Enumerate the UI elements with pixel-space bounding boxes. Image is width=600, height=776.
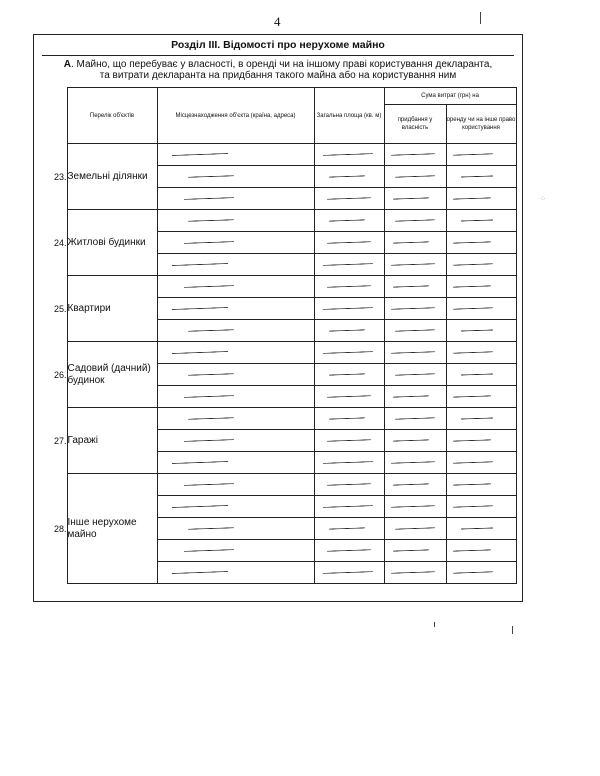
title-divider (42, 55, 514, 56)
section-frame (33, 34, 523, 602)
empty-cell (314, 562, 384, 584)
dash-mark (452, 263, 492, 265)
empty-cell (314, 364, 384, 386)
dash-mark (171, 571, 227, 574)
empty-cell (384, 276, 446, 298)
dash-mark (328, 219, 364, 221)
dash-mark (392, 241, 428, 243)
dash-mark (183, 549, 233, 552)
empty-cell (157, 298, 314, 320)
empty-cell (157, 408, 314, 430)
empty-cell (384, 364, 446, 386)
dash-mark (460, 175, 492, 177)
empty-cell (157, 144, 314, 166)
section-title: Розділ ІІІ. Відомості про нерухоме майно (171, 39, 385, 51)
dash-mark (326, 549, 370, 552)
empty-cell (157, 232, 314, 254)
dash-mark (328, 527, 364, 529)
dash-mark (328, 417, 364, 419)
empty-cell (446, 408, 516, 430)
dash-mark (171, 263, 227, 266)
dash-mark (394, 373, 434, 375)
empty-cell (157, 474, 314, 496)
empty-cell (384, 144, 446, 166)
dash-mark (171, 461, 227, 464)
empty-cell (384, 342, 446, 364)
empty-cell (157, 562, 314, 584)
header-corner (42, 88, 67, 105)
category-label: Земельні ділянки (67, 144, 157, 210)
dash-mark (460, 329, 492, 331)
scan-mark (512, 626, 513, 634)
empty-cell (446, 298, 516, 320)
dash-mark (390, 153, 434, 156)
empty-cell (384, 540, 446, 562)
category-label: Садовий (дачний) будинок (67, 342, 157, 408)
dash-mark (326, 241, 370, 244)
empty-cell (446, 496, 516, 518)
table-row (42, 408, 516, 430)
category-number: 27. (42, 408, 67, 474)
dash-mark (183, 395, 233, 398)
empty-cell (157, 518, 314, 540)
empty-cell (314, 254, 384, 276)
empty-cell (157, 452, 314, 474)
empty-cell (314, 166, 384, 188)
header-object-list: Перелік об'єктів (67, 88, 157, 144)
empty-cell (314, 342, 384, 364)
dash-mark (460, 527, 492, 529)
dash-mark (326, 439, 370, 442)
dash-mark (460, 373, 492, 375)
dash-mark (328, 373, 364, 375)
empty-cell (314, 496, 384, 518)
dash-mark (452, 197, 490, 199)
header-purchase: придбання у власність (384, 105, 446, 144)
scan-mark (480, 12, 481, 24)
dash-mark (452, 395, 490, 397)
empty-cell (157, 166, 314, 188)
category-number: 23. (42, 144, 67, 210)
dash-mark (460, 219, 492, 221)
dash-mark (187, 417, 233, 420)
dash-mark (171, 307, 227, 310)
dash-mark (390, 461, 434, 464)
dash-mark (187, 373, 233, 376)
empty-cell (314, 430, 384, 452)
empty-cell (446, 254, 516, 276)
empty-cell (314, 474, 384, 496)
empty-cell (446, 386, 516, 408)
real-estate-table (42, 87, 517, 584)
empty-cell (157, 430, 314, 452)
empty-cell (446, 166, 516, 188)
section-subtitle (44, 59, 512, 81)
dash-mark (326, 197, 370, 200)
empty-cell (314, 298, 384, 320)
dash-mark (394, 175, 434, 177)
subtitle-line-1: . Майно, що перебуває у власності, в оренді чи на іншому праві користування декларанта, (71, 59, 493, 70)
header-location: Місцезнаходження об'єкта (країна, адреса) (157, 88, 314, 144)
dash-mark (452, 351, 492, 353)
empty-cell (384, 452, 446, 474)
empty-cell (446, 562, 516, 584)
dash-mark (171, 153, 227, 156)
empty-cell (446, 144, 516, 166)
empty-cell (157, 210, 314, 232)
category-number: 28. (42, 474, 67, 584)
category-label: Житлові будинки (67, 210, 157, 276)
dash-mark (322, 351, 372, 354)
empty-cell (446, 430, 516, 452)
header-corner-lower (42, 105, 67, 144)
dash-mark (322, 461, 372, 464)
empty-cell (384, 496, 446, 518)
empty-cell (157, 276, 314, 298)
dash-mark (322, 571, 372, 574)
dash-mark (322, 307, 372, 310)
dash-mark (390, 263, 434, 266)
dash-mark (452, 439, 490, 441)
empty-cell (314, 320, 384, 342)
category-label: Інше нерухоме майно (67, 474, 157, 584)
dash-mark (390, 307, 434, 310)
dash-mark (326, 285, 370, 288)
empty-cell (314, 518, 384, 540)
header-area: Загальна площа (кв. м) (314, 88, 384, 144)
empty-cell (314, 408, 384, 430)
page-number: 4 (274, 14, 281, 29)
dash-mark (322, 505, 372, 508)
empty-cell (314, 386, 384, 408)
empty-cell (446, 210, 516, 232)
scan-speck: ·:· (540, 196, 546, 202)
empty-cell (384, 474, 446, 496)
dash-mark (322, 153, 372, 156)
dash-mark (328, 175, 364, 177)
empty-cell (384, 320, 446, 342)
dash-mark (183, 285, 233, 288)
dash-mark (394, 527, 434, 529)
empty-cell (314, 210, 384, 232)
dash-mark (452, 549, 490, 551)
empty-cell (384, 408, 446, 430)
dash-mark (392, 197, 428, 199)
empty-cell (384, 232, 446, 254)
empty-cell (384, 386, 446, 408)
empty-cell (446, 518, 516, 540)
dash-mark (187, 329, 233, 332)
dash-mark (394, 219, 434, 221)
dash-mark (394, 417, 434, 419)
empty-cell (157, 320, 314, 342)
dash-mark (328, 329, 364, 331)
empty-cell (384, 562, 446, 584)
empty-cell (446, 320, 516, 342)
empty-cell (446, 188, 516, 210)
category-number: 24. (42, 210, 67, 276)
empty-cell (157, 386, 314, 408)
dash-mark (171, 505, 227, 508)
empty-cell (314, 232, 384, 254)
dash-mark (392, 285, 428, 287)
table-row (42, 276, 516, 298)
dash-mark (452, 285, 490, 287)
empty-cell (157, 342, 314, 364)
table-row (42, 474, 516, 496)
dash-mark (390, 351, 434, 354)
empty-cell (384, 188, 446, 210)
header-expenses-group: Сума витрат (грн) на (384, 88, 516, 105)
dash-mark (392, 483, 428, 485)
dash-mark (326, 483, 370, 486)
empty-cell (314, 452, 384, 474)
dash-mark (392, 439, 428, 441)
empty-cell (446, 276, 516, 298)
table-row (42, 144, 516, 166)
dash-mark (187, 219, 233, 222)
dash-mark (452, 571, 492, 573)
scan-mark (434, 622, 435, 627)
category-label: Квартири (67, 276, 157, 342)
dash-mark (394, 329, 434, 331)
empty-cell (446, 232, 516, 254)
dash-mark (322, 263, 372, 266)
empty-cell (157, 254, 314, 276)
dash-mark (452, 307, 492, 309)
empty-cell (384, 166, 446, 188)
dash-mark (392, 549, 428, 551)
dash-mark (183, 241, 233, 244)
empty-cell (157, 364, 314, 386)
dash-mark (452, 505, 492, 507)
empty-cell (446, 474, 516, 496)
table-row (42, 210, 516, 232)
dash-mark (183, 197, 233, 200)
dash-mark (171, 351, 227, 354)
dash-mark (452, 241, 490, 243)
dash-mark (452, 483, 490, 485)
empty-cell (314, 276, 384, 298)
dash-mark (187, 175, 233, 178)
dash-mark (390, 571, 434, 574)
empty-cell (446, 452, 516, 474)
empty-cell (157, 188, 314, 210)
dash-mark (460, 417, 492, 419)
dash-mark (390, 505, 434, 508)
category-label: Гаражі (67, 408, 157, 474)
empty-cell (446, 540, 516, 562)
empty-cell (446, 364, 516, 386)
empty-cell (314, 144, 384, 166)
empty-cell (384, 430, 446, 452)
dash-mark (187, 527, 233, 530)
empty-cell (157, 540, 314, 562)
empty-cell (157, 496, 314, 518)
empty-cell (384, 298, 446, 320)
empty-cell (314, 540, 384, 562)
subtitle-letter: А (63, 59, 71, 70)
dash-mark (183, 483, 233, 486)
header-rent: оренду чи на інше право користування (446, 105, 516, 144)
table-row (42, 342, 516, 364)
empty-cell (384, 518, 446, 540)
category-number: 26. (42, 342, 67, 408)
dash-mark (452, 461, 492, 463)
empty-cell (314, 188, 384, 210)
dash-mark (326, 395, 370, 398)
empty-cell (446, 342, 516, 364)
dash-mark (183, 439, 233, 442)
empty-cell (384, 210, 446, 232)
empty-cell (384, 254, 446, 276)
dash-mark (452, 153, 492, 155)
subtitle-line-2: та витрати декларанта на придбання такого майна або на користування ним (99, 70, 457, 81)
dash-mark (392, 395, 428, 397)
category-number: 25. (42, 276, 67, 342)
